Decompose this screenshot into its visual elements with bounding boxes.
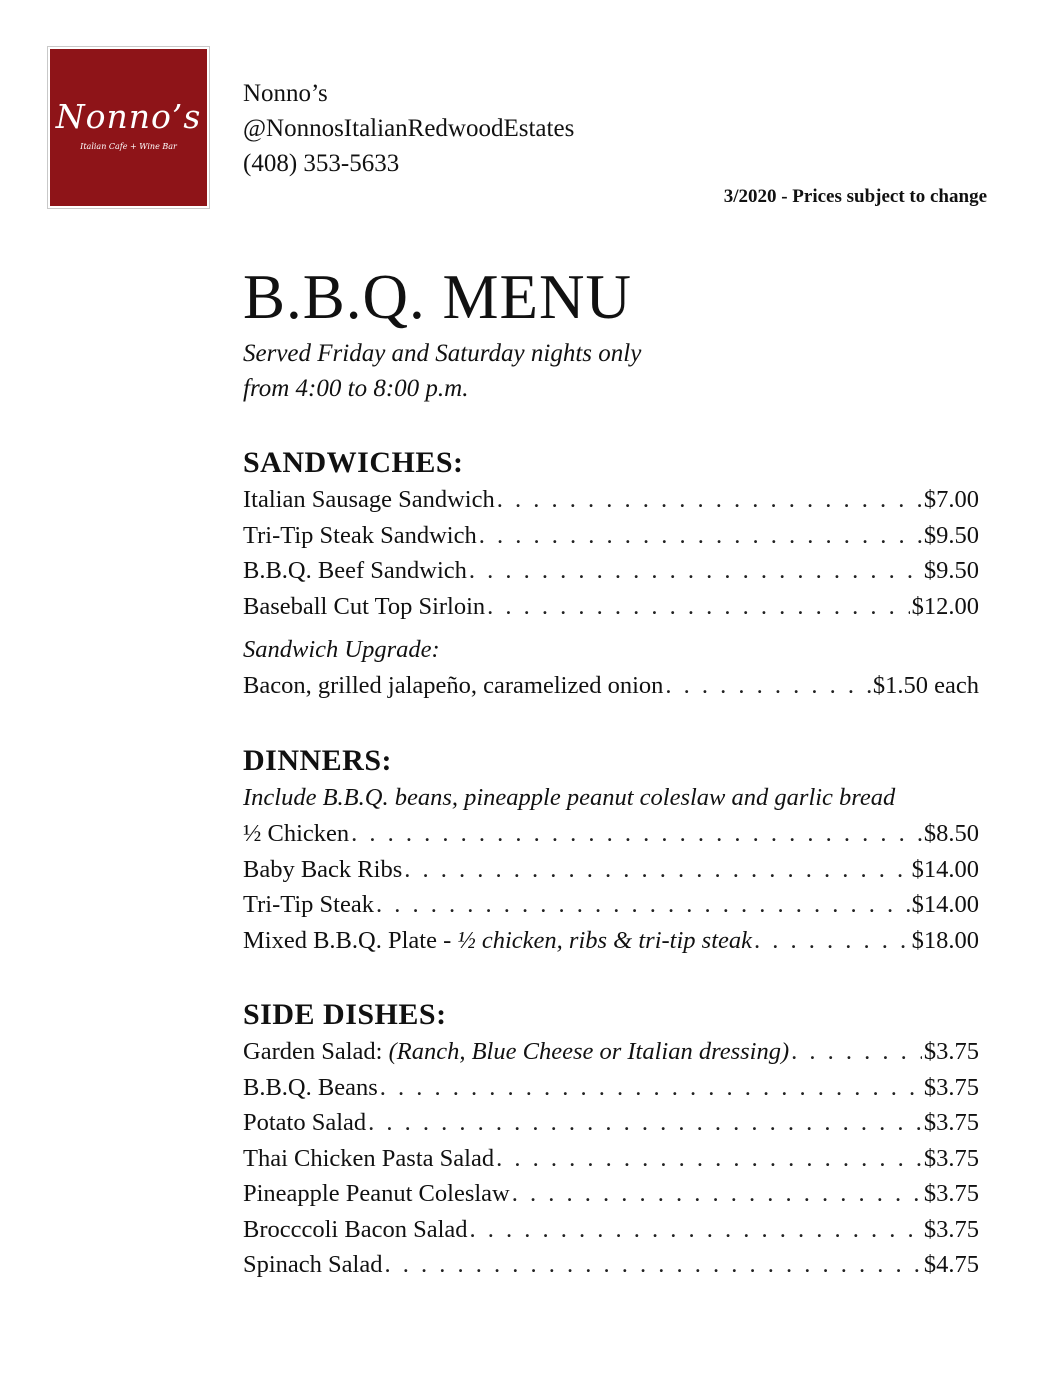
item-name: Italian Sausage Sandwich [243,486,495,513]
item-name: Baseball Cut Top Sirloin [243,592,486,620]
menu-subtitle [243,336,641,406]
item-name: Tri-Tip Steak [243,891,374,918]
menu-item [243,518,979,554]
menu-item [243,923,979,959]
dot-leader [469,553,922,589]
dinners-section [243,744,979,958]
dot-leader [368,1105,922,1141]
menu-item [243,1034,979,1070]
dot-leader [497,482,922,518]
dot-leader [380,1070,922,1106]
menu-item [243,482,979,518]
item-price: $3.75 [923,1144,979,1172]
item-name: Thai Chicken Pasta Salad [243,1144,495,1172]
item-name: Bacon, grilled jalapeño, caramelized onion [243,672,664,699]
menu-item [243,1247,979,1283]
dot-leader [512,1176,922,1212]
menu-item [243,852,979,888]
item-name: B.B.Q. Beef Sandwich [243,557,467,584]
logo-badge [50,49,207,206]
item-price: $3.75 [923,1109,979,1136]
menu-item [243,887,979,923]
contact-block [243,76,574,181]
item-name: Spinach Salad [243,1251,383,1278]
side-dishes-section [243,998,979,1283]
section-heading: SIDE DISHES: [243,998,447,1031]
menu-item [243,553,979,589]
item-detail: (Ranch, Blue Cheese or Italian dressing) [388,1038,790,1065]
section-heading: SANDWICHES: [243,446,464,479]
sandwiches-section [243,446,979,704]
item-price: $12.00 [911,592,979,620]
dot-leader [496,1141,922,1177]
subtitle-line-1: Served Friday and Saturday nights only [243,340,642,367]
phone-number: (408) 353-5633 [243,150,400,177]
menu-item [243,1105,979,1141]
item-price: $9.50 [923,557,979,584]
menu-item [243,1212,979,1248]
dot-leader [754,923,910,959]
item-price: $1.50 each [872,672,979,699]
dot-leader [665,668,870,704]
item-price: $18.00 [911,926,979,954]
logo-name: Nonno’s [55,97,202,136]
price-note: 3/2020 - Prices subject to change [723,186,987,207]
upgrade-label: Sandwich Upgrade: [243,636,440,663]
item-price: $14.00 [911,891,979,918]
item-name: Pineapple Peanut Coleslaw [243,1180,510,1207]
item-name: ½ Chicken [243,820,350,847]
item-price: $14.00 [911,855,979,883]
dot-leader [404,852,909,888]
item-price: $9.50 [923,521,979,549]
item-price: $3.75 [923,1038,979,1065]
section-heading: DINNERS: [243,744,393,777]
logo [47,46,210,209]
menu-title: B.B.Q. MENU [243,262,633,332]
item-name: Baby Back Ribs [243,855,403,883]
item-name-main: Garden Salad: [243,1038,389,1065]
item-name: Potato Salad [243,1109,367,1136]
item-name [243,1034,789,1070]
social-handle: @NonnosItalianRedwoodEstates [243,115,575,142]
item-name-main: Mixed B.B.Q. Plate - [243,926,458,954]
item-detail: ½ chicken, ribs & tri-tip steak [457,926,752,954]
item-name: Brocccoli Bacon Salad [243,1215,468,1243]
item-price: $3.75 [923,1073,979,1101]
item-price: $3.75 [923,1180,979,1207]
dot-leader [351,816,922,852]
dot-leader [487,589,909,625]
restaurant-name: Nonno’s [243,80,328,107]
item-name: B.B.Q. Beans [243,1073,378,1101]
menu-item-upgrade [243,668,979,704]
item-price: $4.75 [923,1251,979,1278]
logo-tagline: Italian Cafe + Wine Bar [80,142,177,151]
item-name [243,923,752,959]
subtitle-line-2: from 4:00 to 8:00 p.m. [243,375,469,402]
item-price: $3.75 [923,1215,979,1243]
menu-item [243,1141,979,1177]
menu-item [243,589,979,625]
item-name: Tri-Tip Steak Sandwich [243,521,477,549]
dot-leader [791,1034,922,1070]
item-price: $8.50 [923,820,979,847]
dot-leader [385,1247,922,1283]
dinners-note: Include B.B.Q. beans, pineapple peanut coleslaw and garlic bread [243,784,896,811]
dot-leader [479,518,922,554]
dot-leader [470,1212,922,1248]
dot-leader [376,887,910,923]
menu-item [243,816,979,852]
menu-item [243,1070,979,1106]
menu-item [243,1176,979,1212]
item-price: $7.00 [923,486,979,513]
